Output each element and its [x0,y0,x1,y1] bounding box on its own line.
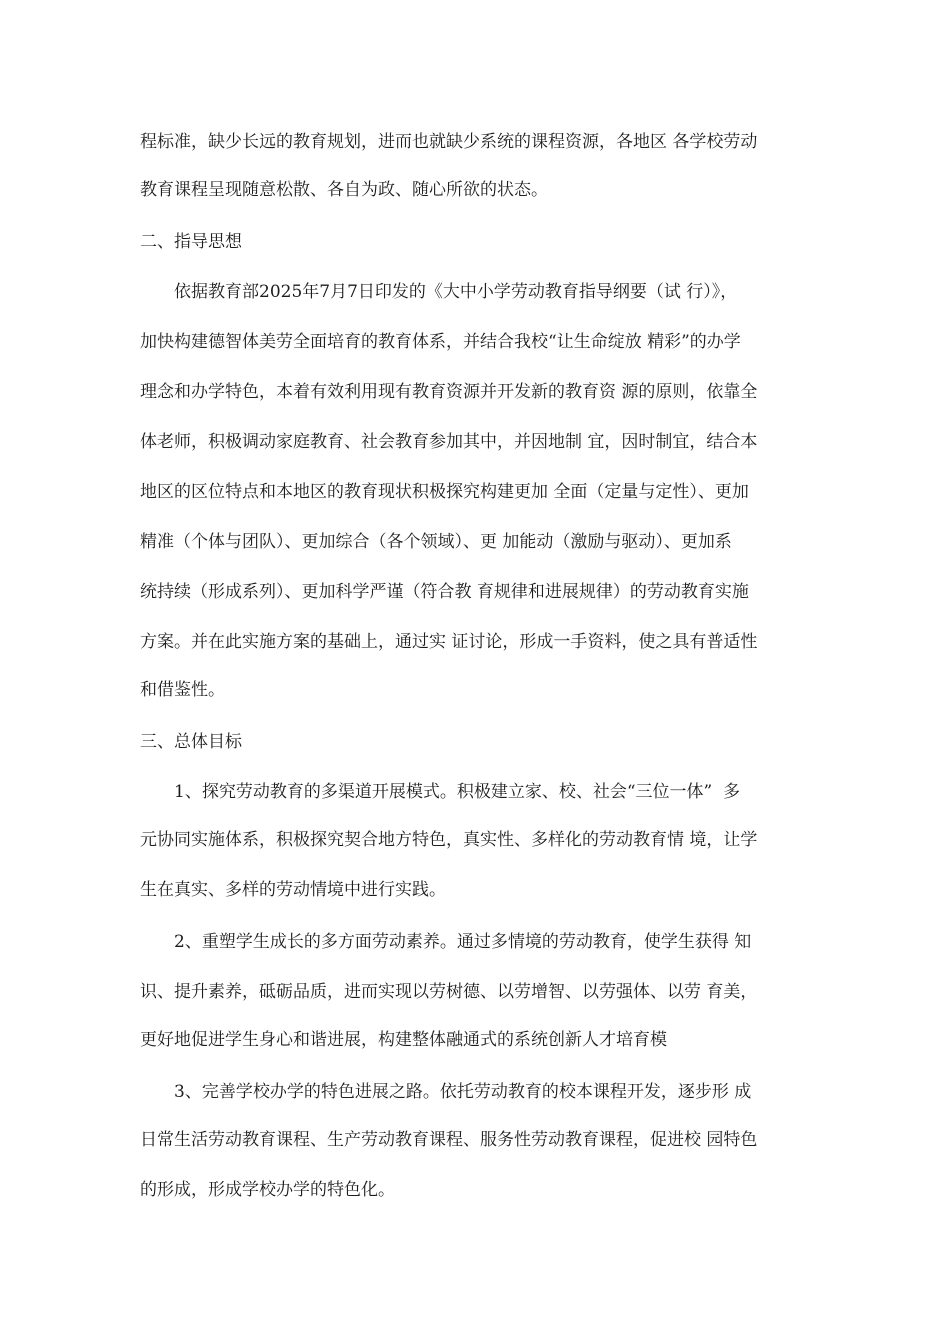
text-line: 更好地促进学生身心和谐进展，构建整体融通式的系统创新人才培育模 [140,1030,667,1050]
text-line: 3、完善学校办学的特色进展之路。依托劳动教育的校本课程开发，逐步形 成 [174,1082,752,1102]
text-line: 统持续（形成系列）、更加科学严谨（符合教 育规律和进展规律）的劳动教育实施 [140,582,749,602]
text-line: 理念和办学特色，本着有效利用现有教育资源并开发新的教育资 源的原则，依靠全 [140,382,758,402]
text-line: 程标准，缺少长远的教育规划，进而也就缺少系统的课程资源，各地区 各学校劳动 [140,132,758,152]
text-line: 加快构建德智体美劳全面培育的教育体系，并结合我校“让生命绽放 精彩”的办学 [140,332,741,352]
text-line: 教育课程呈现随意松散、各自为政、随心所欲的状态。 [140,180,548,200]
text-line: 精准（个体与团队）、更加综合（各个领域）、更 加能动（激励与驱动）、更加系 [140,532,732,552]
text-line: 方案。并在此实施方案的基础上，通过实 证讨论，形成一手资料，使之具有普适性 [140,632,758,652]
text-line: 依据教育部2025年7月7日印发的《大中小学劳动教育指导纲要（试 行）》， [174,282,738,302]
text-line: 和借鉴性。 [140,680,225,700]
text-line: 的形成，形成学校办学的特色化。 [140,1180,395,1200]
text-line: 识、提升素养，砥砺品质，进而实现以劳树德、以劳增智、以劳强体、以劳 育美， [140,982,758,1002]
section-heading: 二、指导思想 [140,232,242,252]
text-line: 日常生活劳动教育课程、生产劳动教育课程、服务性劳动教育课程，促进校 园特色 [140,1130,758,1150]
text-line: 元协同实施体系，积极探究契合地方特色，真实性、多样化的劳动教育情 境，让学 [140,830,758,850]
section-heading: 三、总体目标 [140,732,242,752]
text-line: 地区的区位特点和本地区的教育现状积极探究构建更加 全面（定量与定性）、更加 [140,482,749,502]
text-line: 1、探究劳动教育的多渠道开展模式。积极建立家、校、社会“三位一体” 多 [174,782,741,802]
text-line: 生在真实、多样的劳动情境中进行实践。 [140,880,446,900]
text-line: 体老师，积极调动家庭教育、社会教育参加其中，并因地制 宜，因时制宜，结合本 [140,432,758,452]
text-line: 2、重塑学生成长的多方面劳动素养。通过多情境的劳动教育，使学生获得 知 [174,932,752,952]
